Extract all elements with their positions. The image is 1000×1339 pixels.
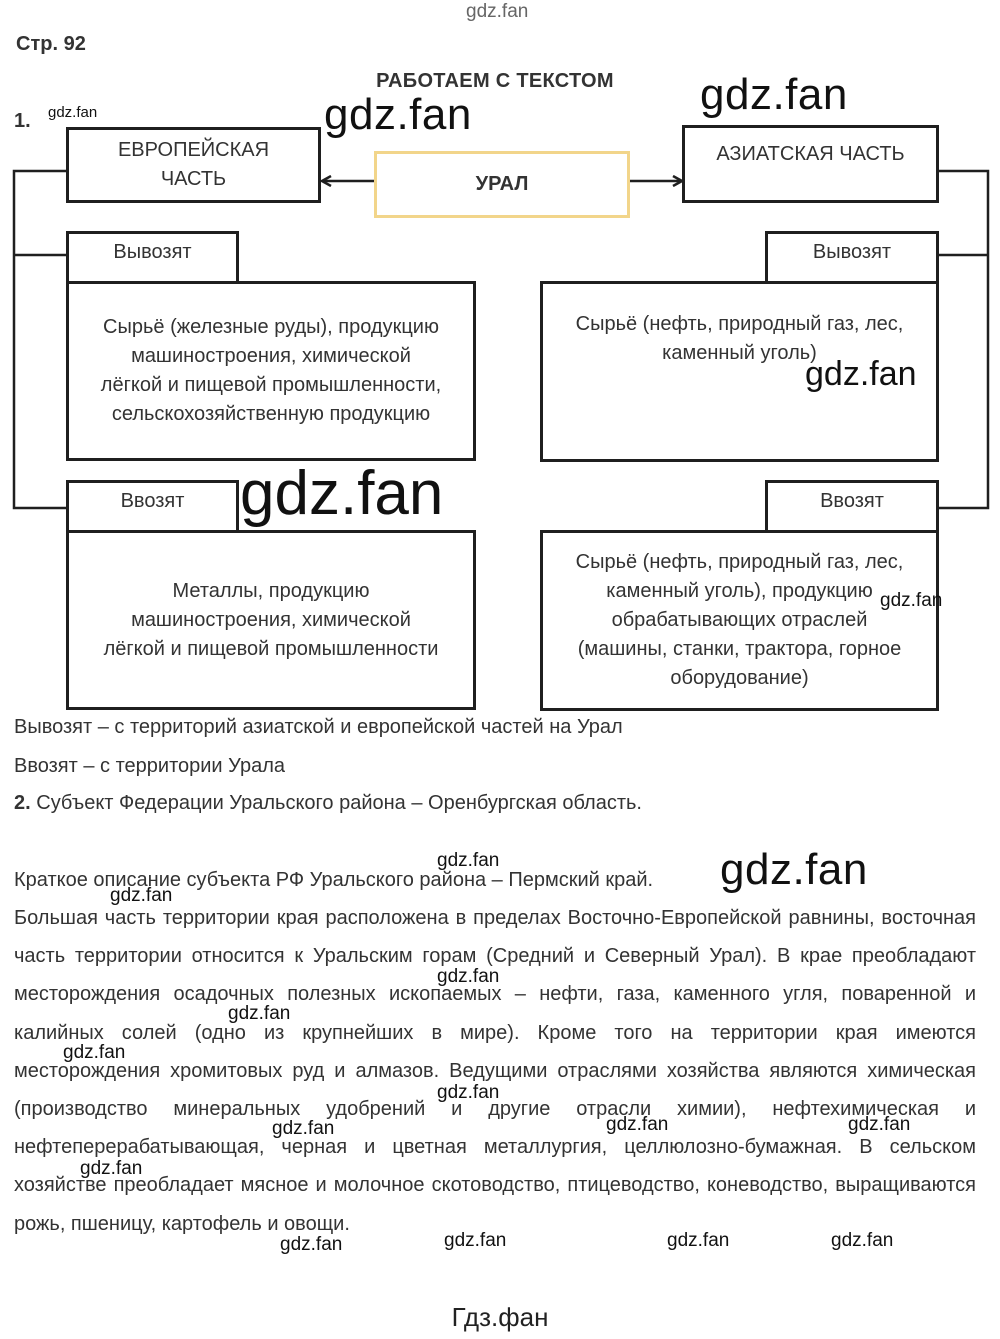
watermark: gdz.fan [437,1082,500,1103]
asian-title: АЗИАТСКАЯ ЧАСТЬ [716,142,905,165]
european-export-label-box [66,231,239,284]
asian-import-line: каменный уголь), продукцию [606,580,873,602]
watermark: gdz.fan [720,845,868,894]
watermark: gdz.fan [700,70,848,119]
european-export-label: Вывозят [113,241,192,263]
european-import-label-box [66,480,239,533]
asian-export-label-box [765,231,939,284]
watermark: gdz.fan [606,1114,669,1135]
asian-part-box [682,125,939,203]
watermark-small: gdz.fan [48,104,98,121]
european-export-line: машиностроения, химической [131,345,411,367]
asian-import-line: обрабатывающих отраслей [611,609,868,631]
european-title-line2: ЧАСТЬ [160,168,227,190]
watermark-top: gdz.fan [466,1,529,22]
watermark: gdz.fan [437,850,500,871]
asian-import-box [540,530,939,711]
asian-export-line: Сырьё (нефть, природный газ, лес, [575,313,904,335]
watermark: gdz.fan [280,1234,343,1255]
european-export-line: лёгкой и пищевой промышленности, [100,374,442,396]
watermark: gdz.fan [444,1230,507,1251]
watermark: gdz.fan [324,90,472,139]
european-import-line: машиностроения, химической [131,608,411,631]
right-bracket-line [938,171,988,508]
european-import-box [66,530,476,710]
note-import: Ввозят – с территории Урала [14,755,285,777]
european-import-line: Металлы, продукцию [172,579,370,602]
watermark: gdz.fan [63,1042,126,1063]
european-export-line: сельскохозяйственную продукцию [111,403,431,425]
european-title-line1: ЕВРОПЕЙСКАЯ [117,139,270,161]
note-export: Вывозят – с территорий азиатской и европейской частей на Урал [14,716,623,738]
section-title: РАБОТАЕМ С ТЕКСТОМ [376,70,614,92]
asian-import-line: Сырьё (нефть, природный газ, лес, [575,551,904,573]
asian-import-line: (машины, станки, трактора, горное [577,638,902,660]
asian-import-label-box [765,480,939,533]
european-export-box [66,281,476,461]
watermark: gdz.fan [437,966,500,987]
ural-box [374,151,630,218]
asian-import-line: оборудование) [670,667,809,689]
description-body: Большая часть территории края расположена в пределах Восточно-Европейской равнины, восточная часть территории относится к Уральским горам (Средний и Северный Урал). В крае преобладают месторождения осадочных полезных ископаемых – нефти, газа, каменного угля, поваренной и калийных солей (одно из крупнейших в мире). Кроме того на территории края имеются месторождения хромитовых руд и алмазов. Ведущими отраслями хозяйства являются химическая (производство минеральных удобрений и другие отрасли химии), нефтехимическая и нефтеперерабатывающая, черная и цветная металлургия, целлюлозно-бумажная. В сельском хозяйстве преобладает мясное и молочное скотоводство, птицеводство, коневодство, выращиваются рожь, пшеницу, картофель и овощи. [14,907,976,1235]
left-bracket-line [14,171,66,508]
asian-export-label: Вывозят [812,241,892,263]
watermark: gdz.fan [110,885,173,906]
european-export-line: Сырьё (железные руды), продукцию [103,316,439,338]
watermark: gdz.fan [880,590,943,611]
task2-text: Субъект Федерации Уральского района – Оренбургская область. [36,792,642,814]
european-part-box [66,127,321,203]
watermark: gdz.fan [240,459,444,528]
ural-label: УРАЛ [475,173,529,195]
page-label: Стр. 92 [16,33,86,55]
watermark: gdz.fan [831,1230,894,1251]
asian-export-line: каменный уголь) [662,342,817,364]
watermark: gdz.fan [80,1158,143,1179]
description-title: Краткое описание субъекта РФ Уральского района – Пермский край. [14,869,654,891]
watermark: gdz.fan [805,355,917,393]
watermark: gdz.fan [667,1230,730,1251]
asian-import-label: Ввозят [820,490,884,512]
task2-line [14,792,642,815]
footer-watermark: Гдз.фан [451,1302,549,1332]
watermark: gdz.fan [272,1118,335,1139]
task2-number: 2. [14,792,31,814]
european-import-line: лёгкой и пищевой промышленности [103,637,439,660]
european-import-label: Ввозят [120,490,185,512]
watermark: gdz.fan [228,1003,291,1024]
watermark: gdz.fan [848,1114,911,1135]
task1-number: 1. [14,110,31,132]
